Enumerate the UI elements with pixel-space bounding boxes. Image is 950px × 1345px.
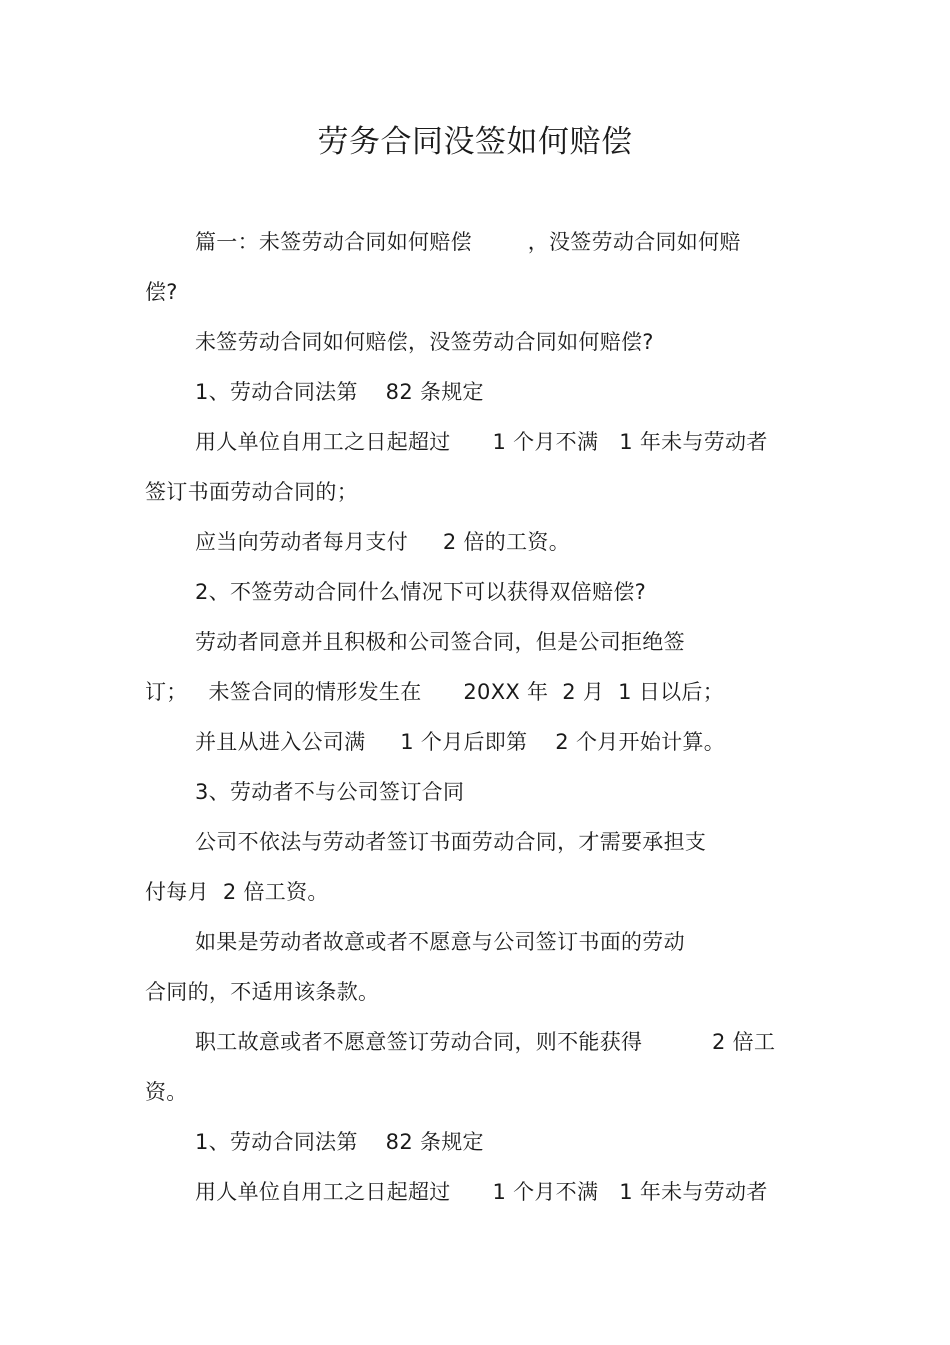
body-line: 合同的，不适用该条款。 xyxy=(145,980,380,1004)
body-line: 并且从进入公司满 1 个月后即第 2 个月开始计算。 xyxy=(195,730,726,754)
body-line: 偿? xyxy=(145,280,178,304)
body-line: 签订书面劳动合同的； xyxy=(145,480,358,504)
body-line: 职工故意或者不愿意签订劳动合同，则不能获得 2 倍工 xyxy=(195,1030,776,1054)
body-line: 未签劳动合同如何赔偿，没签劳动合同如何赔偿? xyxy=(195,330,654,354)
body-line: 3、劳动者不与公司签订合同 xyxy=(195,780,465,804)
body-line: 篇一：未签劳动合同如何赔偿 ，没签劳动合同如何赔 xyxy=(195,230,741,254)
body-line: 1、劳动合同法第 82 条规定 xyxy=(195,1130,484,1154)
body-line: 如果是劳动者故意或者不愿意与公司签订书面的劳动 xyxy=(195,930,685,954)
body-line: 劳动者同意并且积极和公司签合同，但是公司拒绝签 xyxy=(195,630,685,654)
body-line: 公司不依法与劳动者签订书面劳动合同，才需要承担支 xyxy=(195,830,707,854)
body-line: 1、劳动合同法第 82 条规定 xyxy=(195,380,484,404)
document-title: 劳务合同没签如何赔偿 xyxy=(317,124,633,160)
body-line: 资。 xyxy=(145,1080,188,1104)
body-line: 2、不签劳动合同什么情况下可以获得双倍赔偿? xyxy=(195,580,647,604)
body-line: 订； 未签合同的情形发生在 20XX 年 2 月 1 日以后； xyxy=(145,680,725,704)
body-line: 应当向劳动者每月支付 2 倍的工资。 xyxy=(195,530,571,554)
body-line: 用人单位自用工之日起超过 1 个月不满 1 年未与劳动者 xyxy=(195,430,768,454)
body-line: 用人单位自用工之日起超过 1 个月不满 1 年未与劳动者 xyxy=(195,1180,768,1204)
body-line: 付每月 2 倍工资。 xyxy=(145,880,329,904)
